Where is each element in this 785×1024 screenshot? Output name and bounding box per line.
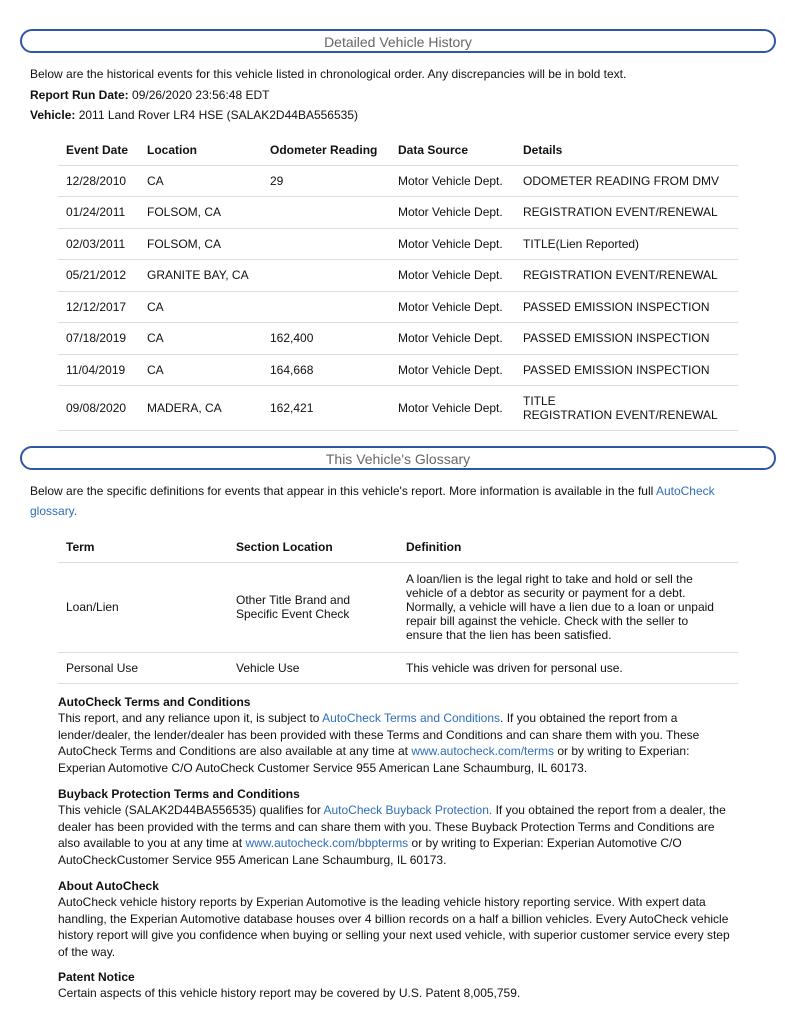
terms-text-part: or by writing to Experian: Experian Automotive C/O AutoCheck Customer Service 955 American Lane Schaumburg, IL 60173. xyxy=(58,744,690,775)
details-line: REGISTRATION EVENT/RENEWAL xyxy=(523,408,718,422)
buyback-text-part: or by writing to Experian: Experian Automotive C/O AutoCheckCustomer Service 955 American Lane Schaumburg, IL 60173. xyxy=(58,836,682,867)
terms-block xyxy=(58,694,738,776)
section-line: Specific Event Check xyxy=(236,607,350,621)
location: CA xyxy=(139,165,262,197)
table-row xyxy=(58,562,738,652)
details: PASSED EMISSION INSPECTION xyxy=(515,354,738,386)
glossary-intro-line2 xyxy=(30,504,77,518)
table-row xyxy=(58,165,738,197)
odometer xyxy=(262,291,390,323)
event-date: 09/08/2020 xyxy=(58,386,139,431)
history-table xyxy=(58,135,738,431)
data-source: Motor Vehicle Dept. xyxy=(390,165,515,197)
terms-text xyxy=(58,710,738,776)
data-source: Motor Vehicle Dept. xyxy=(390,228,515,260)
definition-line: A loan/lien is the legal right to take and hold or sell the xyxy=(406,572,693,586)
glossary-header-row xyxy=(58,532,738,562)
glossary-section-title: This Vehicle's Glossary xyxy=(325,451,471,467)
col-term: Term xyxy=(58,532,228,562)
odometer: 162,400 xyxy=(262,323,390,355)
glossary-section-header xyxy=(20,446,776,470)
buyback-text-part: This vehicle (SALAK2D44BA556535) qualifies for xyxy=(58,803,321,817)
terms-text-part: . If you obtained the report from a lender/dealer, the lender/dealer has been provided with these Terms and Conditions and can share them with you. These AutoCheck Terms and Conditions are also available at any time at xyxy=(58,711,700,758)
details-line: TITLE xyxy=(523,394,556,408)
odometer xyxy=(262,260,390,292)
buyback-text xyxy=(58,802,738,868)
definition xyxy=(398,562,738,652)
event-date: 11/04/2019 xyxy=(58,354,139,386)
table-row xyxy=(58,386,738,431)
location: CA xyxy=(139,323,262,355)
col-definition: Definition xyxy=(398,532,738,562)
vehicle-info xyxy=(30,108,358,122)
terms-text-part: This report, and any reliance upon it, is subject to xyxy=(58,711,320,725)
data-source: Motor Vehicle Dept. xyxy=(390,197,515,229)
patent-heading: Patent Notice xyxy=(58,970,135,984)
buyback-block xyxy=(58,786,738,868)
data-source: Motor Vehicle Dept. xyxy=(390,291,515,323)
vehicle-label: Vehicle: xyxy=(30,108,76,122)
event-date: 12/28/2010 xyxy=(58,165,139,197)
details: TITLE(Lien Reported) xyxy=(515,228,738,260)
history-section-title: Detailed Vehicle History xyxy=(324,34,472,50)
details: PASSED EMISSION INSPECTION xyxy=(515,323,738,355)
term: Loan/Lien xyxy=(58,562,228,652)
buyback-protection-link[interactable]: AutoCheck Buyback Protection. xyxy=(323,803,493,817)
event-date: 02/03/2011 xyxy=(58,228,139,260)
buyback-heading: Buyback Protection Terms and Conditions xyxy=(58,787,300,801)
location: CA xyxy=(139,291,262,323)
location: FOLSOM, CA xyxy=(139,228,262,260)
definition-line: Normally, a vehicle will have a lien due to a loan or unpaid xyxy=(406,600,714,614)
event-date: 01/24/2011 xyxy=(58,197,139,229)
glossary-table xyxy=(58,532,738,684)
report-run-date xyxy=(30,88,269,102)
col-details: Details xyxy=(515,135,738,165)
patent-block xyxy=(58,969,738,1002)
section-line: Other Title Brand and xyxy=(236,593,351,607)
definition-line: vehicle of a debtor as security or payment for a debt. xyxy=(406,586,686,600)
location: FOLSOM, CA xyxy=(139,197,262,229)
data-source: Motor Vehicle Dept. xyxy=(390,354,515,386)
col-event-date: Event Date xyxy=(58,135,139,165)
table-row xyxy=(58,354,738,386)
col-location: Location xyxy=(139,135,262,165)
table-row xyxy=(58,197,738,229)
autocheck-glossary-link-cont[interactable]: glossary. xyxy=(30,504,78,518)
details xyxy=(515,386,738,431)
data-source: Motor Vehicle Dept. xyxy=(390,260,515,292)
glossary-intro-text: Below are the specific definitions for events that appear in this vehicle's report. More information is available in the full xyxy=(30,484,654,498)
details: REGISTRATION EVENT/RENEWAL xyxy=(515,197,738,229)
report-run-value: 09/26/2020 23:56:48 EDT xyxy=(132,88,270,102)
term: Personal Use xyxy=(58,652,228,683)
data-source: Motor Vehicle Dept. xyxy=(390,386,515,431)
event-date: 12/12/2017 xyxy=(58,291,139,323)
odometer xyxy=(262,228,390,260)
table-row xyxy=(58,291,738,323)
bbpterms-url-link[interactable]: www.autocheck.com/bbpterms xyxy=(245,836,409,850)
col-odometer: Odometer Reading xyxy=(262,135,390,165)
report-run-label: Report Run Date: xyxy=(30,88,129,102)
history-header-row xyxy=(58,135,738,165)
event-date: 07/18/2019 xyxy=(58,323,139,355)
about-heading: About AutoCheck xyxy=(58,879,159,893)
event-date: 05/21/2012 xyxy=(58,260,139,292)
location: MADERA, CA xyxy=(139,386,262,431)
terms-conditions-link[interactable]: AutoCheck Terms and Conditions xyxy=(322,711,501,725)
details: ODOMETER READING FROM DMV xyxy=(515,165,738,197)
odometer: 164,668 xyxy=(262,354,390,386)
section-location xyxy=(228,562,398,652)
table-row xyxy=(58,323,738,355)
table-row xyxy=(58,260,738,292)
definition-line: ensure that the lien has been satisfied. xyxy=(406,628,612,642)
section-location: Vehicle Use xyxy=(228,652,398,683)
col-section-location: Section Location xyxy=(228,532,398,562)
history-intro: Below are the historical events for this vehicle listed in chronological order. Any discrepancies will be in bold text. xyxy=(30,67,627,81)
col-data-source: Data Source xyxy=(390,135,515,165)
terms-heading: AutoCheck Terms and Conditions xyxy=(58,695,251,709)
glossary-intro xyxy=(30,484,715,498)
odometer: 29 xyxy=(262,165,390,197)
autocheck-glossary-link[interactable]: AutoCheck xyxy=(655,484,715,498)
odometer: 162,421 xyxy=(262,386,390,431)
buyback-text-part: If you obtained the report from a dealer, the dealer has been provided with the terms and can share them with you. These Buyback Protection Terms and Conditions are also available to you at any time at xyxy=(58,803,726,850)
location: GRANITE BAY, CA xyxy=(139,260,262,292)
patent-text: Certain aspects of this vehicle history report may be covered by U.S. Patent 8,005,759. xyxy=(58,986,521,1000)
table-row xyxy=(58,652,738,683)
details: REGISTRATION EVENT/RENEWAL xyxy=(515,260,738,292)
odometer xyxy=(262,197,390,229)
data-source: Motor Vehicle Dept. xyxy=(390,323,515,355)
about-block xyxy=(58,878,738,960)
table-row xyxy=(58,228,738,260)
history-section-header xyxy=(20,29,776,53)
definition-line: repair bill against the vehicle. Check with the seller to xyxy=(406,614,689,628)
terms-url-link[interactable]: www.autocheck.com/terms xyxy=(411,744,555,758)
definition: This vehicle was driven for personal use. xyxy=(398,652,738,683)
about-text: AutoCheck vehicle history reports by Experian Automotive is the leading vehicle history reporting service. With expert data handling, the Experian Automotive database houses over 4 billion records on a half a billion vehicles. Every AutoCheck vehicle history report will give you confidence when buying or selling your next used vehicle, with superior customer service every step of the way. xyxy=(58,895,730,959)
vehicle-value: 2011 Land Rover LR4 HSE (SALAK2D44BA556535) xyxy=(78,108,358,122)
details: PASSED EMISSION INSPECTION xyxy=(515,291,738,323)
location: CA xyxy=(139,354,262,386)
